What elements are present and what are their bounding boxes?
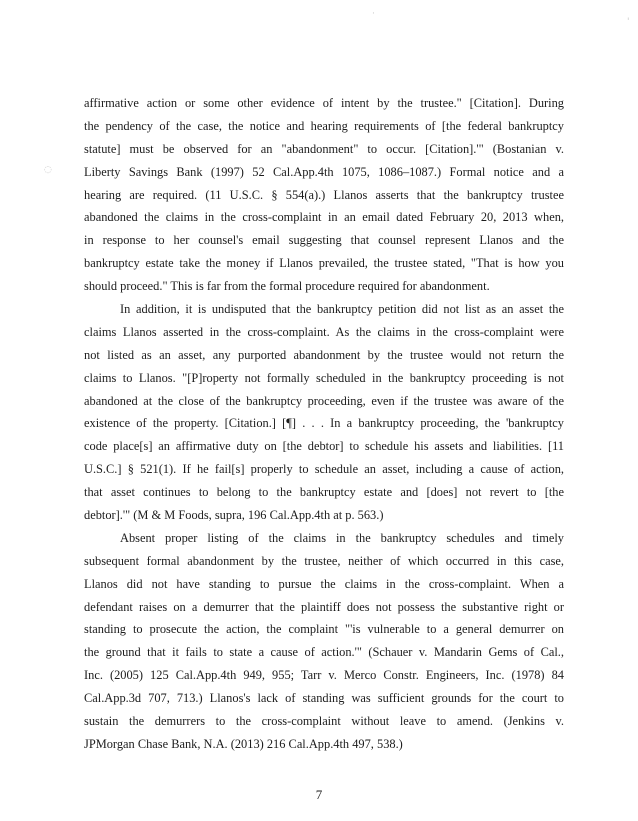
- text-line: Liberty Savings Bank (1997) 52 Cal.App.4th 1075, 1086–1087.) Formal notice and a: [84, 164, 564, 179]
- text-line: abandoned at the close of the bankruptcy proceeding, even if the trustee was aware of the: [84, 393, 564, 408]
- paragraph-standing-conclusion: [84, 527, 564, 756]
- text-line: statute] must be observed for an "abandonment" to occur. [Citation].'" (Bostanian v.: [84, 141, 564, 156]
- paragraph-abandonment-formalities: [84, 92, 564, 298]
- text-line: the ground that it fails to state a cause of action.'" (Schauer v. Mandarin Gems of Cal.,: [84, 645, 564, 660]
- text-line: claims to Llanos. "[P]roperty not formally scheduled in the bankruptcy proceeding is not: [84, 370, 564, 385]
- text-line: that asset continues to belong to the bankruptcy estate and [does] not revert to [the: [84, 485, 564, 500]
- text-line: not listed as an asset, any purported abandonment by the trustee would not return the: [84, 347, 564, 362]
- text-line: U.S.C.] § 521(1). If he fail[s] properly to schedule an asset, including a cause of action,: [84, 462, 564, 477]
- text-line: JPMorgan Chase Bank, N.A. (2013) 216 Cal.App.4th 497, 538.): [84, 736, 403, 751]
- text-line: abandoned the claims in the cross-complaint in an email dated February 20, 2013 when,: [84, 210, 564, 225]
- text-line: affirmative action or some other evidence of intent by the trustee." [Citation]. During: [84, 96, 564, 110]
- page-number: 7: [315, 787, 323, 802]
- text-line: standing to prosecute the action, the complaint "'is vulnerable to a general demurrer on: [84, 622, 564, 637]
- scan-speck: ◌: [44, 165, 52, 175]
- text-line: Cal.App.3d 707, 713.) Llanos's lack of standing was sufficient grounds for the court to: [84, 691, 564, 706]
- text-line: sustain the demurrers to the cross-complaint without leave to amend. (Jenkins v.: [84, 714, 564, 729]
- text-line: code place[s] an affirmative duty on [the debtor] to schedule his assets and liabilities. [11: [84, 439, 564, 454]
- text-line: the pendency of the case, the notice and hearing requirements of [the federal bankruptcy: [84, 118, 564, 133]
- document-body: [84, 92, 564, 756]
- text-line: should proceed." This is far from the formal procedure required for abandonment.: [84, 279, 490, 294]
- scan-speck: ·: [372, 9, 375, 19]
- text-line: subsequent formal abandonment by the trustee, neither of which occurred in this case,: [84, 553, 564, 568]
- text-line: Inc. (2005) 125 Cal.App.4th 949, 955; Tarr v. Merco Constr. Engineers, Inc. (1978) 84: [84, 668, 564, 683]
- text-line: in response to her counsel's email suggesting that counsel represent Llanos and the: [84, 233, 564, 248]
- text-line: claims Llanos asserted in the cross-complaint. As the claims in the cross-complaint were: [84, 324, 564, 339]
- text-line: bankruptcy estate take the money if Llanos prevailed, the trustee stated, "That is how you: [84, 256, 564, 271]
- text-line: hearing are required. (11 U.S.C. § 554(a).) Llanos asserts that the bankruptcy trustee: [84, 187, 564, 202]
- paragraph-unlisted-asset: [84, 298, 564, 527]
- scan-speck: ': [627, 17, 630, 27]
- text-line: defendant raises on a demurrer that the plaintiff does not possess the substantive right or: [84, 599, 564, 614]
- text-line: debtor].'" (M & M Foods, supra, 196 Cal.App.4th at p. 563.): [84, 508, 384, 523]
- text-line: Llanos did not have standing to pursue the claims in the cross-complaint. When a: [84, 576, 564, 591]
- text-line: In addition, it is undisputed that the bankruptcy petition did not list as an asset the: [120, 302, 564, 317]
- text-line: existence of the property. [Citation.] [¶] . . . In a bankruptcy proceeding, the 'bankruptcy: [84, 416, 564, 431]
- text-line: Absent proper listing of the claims in the bankruptcy schedules and timely: [120, 530, 564, 545]
